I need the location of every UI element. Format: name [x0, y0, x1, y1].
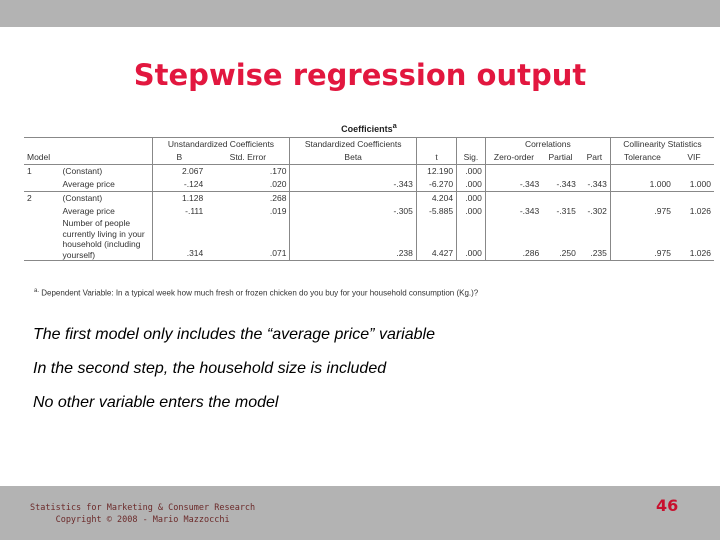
cell-zero-order: -.343 — [485, 178, 542, 192]
cell-beta — [290, 165, 416, 179]
cell-t: 4.427 — [416, 218, 456, 261]
cell-se: .071 — [206, 218, 290, 261]
header-vif: VIF — [674, 151, 714, 165]
cell-tolerance: .975 — [610, 205, 674, 218]
cell-tolerance: 1.000 — [610, 178, 674, 192]
cell-sig: .000 — [457, 192, 486, 206]
coefficients-table — [24, 118, 714, 304]
cell-beta: -.343 — [290, 178, 416, 192]
cell-model — [24, 218, 60, 261]
table-row — [24, 192, 714, 206]
footer-bar — [0, 486, 720, 540]
cell-sig: .000 — [457, 218, 486, 261]
bullet-1: The first model only includes the “average price” variable — [33, 326, 435, 343]
table-row — [24, 205, 714, 218]
cell-variable: Average price — [60, 178, 153, 192]
header-collinearity: Collinearity Statistics — [610, 138, 714, 152]
cell-part — [579, 165, 611, 179]
footer-line-2: Copyright © 2008 - Mario Mazzocchi — [55, 515, 230, 525]
header-partial: Partial — [542, 151, 579, 165]
table-row — [24, 165, 714, 179]
cell-se: .019 — [269, 206, 287, 216]
cell-partial — [542, 165, 579, 179]
header-zero-order: Zero-order — [485, 151, 542, 165]
cell-partial: .250 — [542, 218, 579, 261]
cell-variable: (Constant) — [62, 193, 103, 203]
header-std-error: Std. Error — [206, 151, 290, 165]
cell-b: .314 — [152, 218, 206, 261]
header-part: Part — [579, 151, 611, 165]
footer-credit — [30, 502, 255, 526]
slide-title: Stepwise regression output — [133, 58, 587, 92]
header-beta: Beta — [290, 151, 416, 165]
cell-zero-order: -.343 — [485, 205, 542, 218]
cell-vif: 1.026 — [674, 218, 714, 261]
cell-b: -.124 — [152, 178, 206, 192]
cell-part: .235 — [579, 218, 611, 261]
cell-partial — [542, 192, 579, 206]
cell-se: .020 — [206, 178, 290, 192]
cell-vif — [674, 165, 714, 179]
header-unstandardized: Unstandardized Coefficients — [152, 138, 290, 152]
cell-t: -6.270 — [416, 178, 456, 192]
cell-sig: .000 — [457, 178, 486, 192]
bullet-2: In the second step, the household size is included — [33, 360, 387, 377]
cell-tolerance — [610, 192, 674, 206]
cell-model — [24, 205, 60, 218]
cell-beta — [290, 192, 416, 206]
cell-vif — [674, 192, 714, 206]
cell-vif: 1.026 — [689, 206, 711, 216]
header-sig: Sig. — [457, 151, 486, 165]
cell-vif: 1.000 — [674, 178, 714, 192]
cell-beta: .238 — [290, 218, 416, 261]
cell-zero-order — [485, 165, 542, 179]
table-footnote: $^{a.}$ Dependent Variable: In a typical week how much fresh or frozen chicken do you buy for your household consumption (Kg.)? — [34, 288, 479, 298]
table-row — [24, 178, 714, 192]
cell-tolerance — [610, 165, 674, 179]
header-model: Model — [24, 151, 60, 165]
cell-t: -5.885 — [416, 205, 456, 218]
cell-beta: -.305 — [290, 205, 416, 218]
cell-b: -.111 — [152, 205, 206, 218]
cell-sig: .000 — [457, 205, 486, 218]
cell-tolerance: .975 — [610, 218, 674, 261]
table-caption: Coefficients$^a$ — [341, 121, 397, 134]
cell-part: -.302 — [587, 206, 607, 216]
cell-partial: -.343 — [542, 178, 579, 192]
top-bar — [0, 0, 720, 27]
footer-line-1: Statistics for Marketing & Consumer Research — [30, 503, 256, 513]
cell-variable: Number of people currently living in your household (including yourself) — [60, 218, 153, 261]
cell-zero-order — [485, 192, 542, 206]
header-b: B — [152, 151, 206, 165]
cell-se: .170 — [269, 166, 287, 176]
cell-se: .268 — [269, 193, 287, 203]
header-standardized: Standardized Coefficients — [290, 138, 416, 152]
header-t: t — [416, 151, 456, 165]
cell-variable: (Constant) — [62, 166, 103, 176]
table-row — [24, 218, 714, 261]
cell-model — [24, 178, 60, 192]
header-correlations: Correlations — [485, 138, 610, 152]
cell-part: -.343 — [579, 178, 611, 192]
cell-partial: -.315 — [556, 206, 576, 216]
cell-model: 2 — [27, 193, 32, 203]
cell-zero-order: .286 — [485, 218, 542, 261]
page-number: 46 — [656, 496, 679, 515]
cell-sig: .000 — [457, 165, 486, 179]
cell-variable: Average price — [62, 206, 115, 216]
header-tolerance: Tolerance — [610, 151, 674, 165]
cell-t: 4.204 — [416, 192, 456, 206]
cell-t: 12.190 — [416, 165, 456, 179]
cell-model: 1 — [27, 166, 32, 176]
bullet-3: No other variable enters the model — [33, 394, 279, 411]
cell-b: 2.067 — [152, 165, 206, 179]
cell-b: 1.128 — [152, 192, 206, 206]
cell-part — [579, 192, 611, 206]
